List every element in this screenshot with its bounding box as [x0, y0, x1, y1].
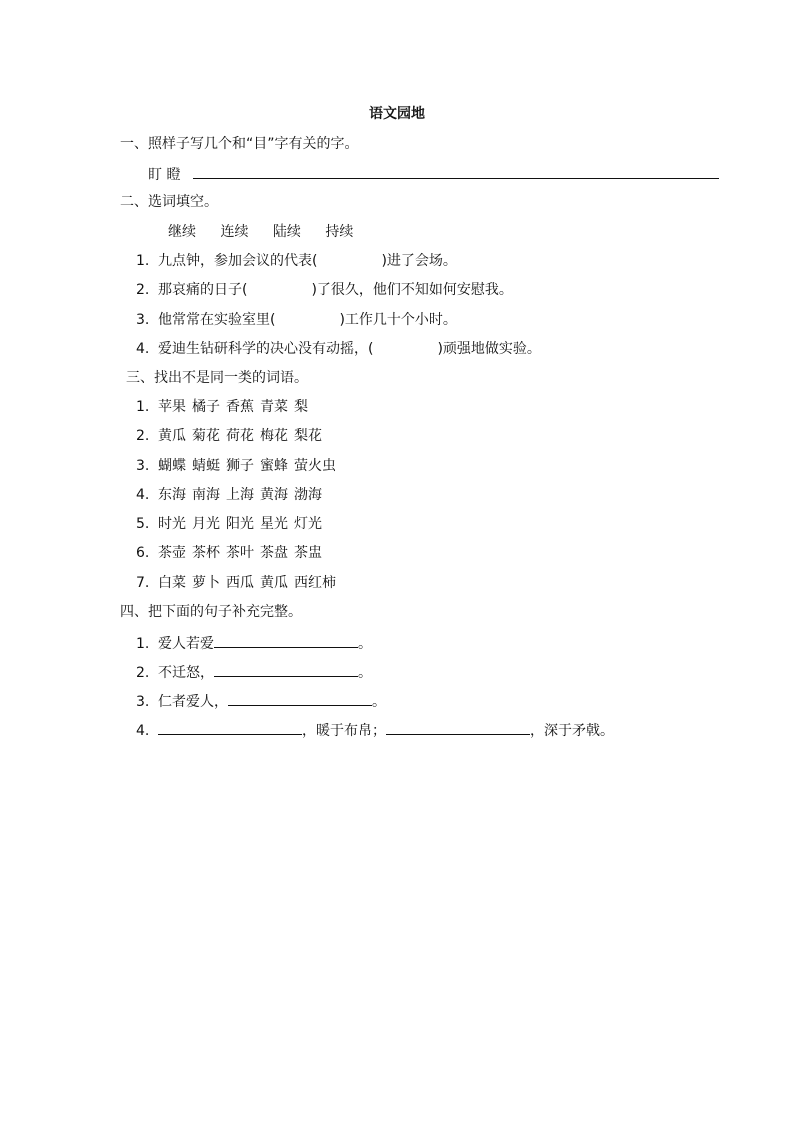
item-number: 2. [136, 665, 150, 681]
word-option[interactable]: 茶盅 [294, 545, 322, 561]
section3-heading: 三、找出不是同一类的词语。 [126, 370, 308, 386]
word-option[interactable]: 蜜蜂 [260, 458, 288, 474]
word-option[interactable]: 青菜 [260, 399, 288, 415]
word-option[interactable]: 萝卜 [192, 575, 220, 591]
answer-line[interactable] [158, 719, 302, 735]
item-text: )顽强地做实验。 [437, 341, 541, 357]
word-option[interactable]: 渤海 [294, 487, 322, 503]
answer-line[interactable] [386, 719, 530, 735]
word-option[interactable]: 梨 [294, 399, 308, 415]
section1-example-row [148, 163, 719, 183]
page-title: 语文园地 [369, 106, 425, 122]
word-option[interactable]: 茶盘 [260, 545, 288, 561]
item-end: ，深于矛戟。 [530, 723, 614, 739]
word-option[interactable]: 苹果 [158, 399, 186, 415]
word-option[interactable]: 茶壶 [158, 545, 186, 561]
word-option[interactable]: 月光 [192, 516, 220, 532]
word-option[interactable]: 梅花 [260, 428, 288, 444]
word-option[interactable]: 黄瓜 [158, 428, 186, 444]
section3-item[interactable] [136, 426, 328, 446]
word-option[interactable]: 上海 [226, 487, 254, 503]
word-option[interactable]: 黄海 [260, 487, 288, 503]
item-text: )进了会场。 [381, 253, 457, 269]
answer-line[interactable] [214, 661, 358, 677]
section2-item [136, 339, 541, 359]
choice-word: 持续 [325, 224, 354, 240]
word-option[interactable]: 西红柿 [294, 575, 336, 591]
word-option[interactable]: 菊花 [192, 428, 220, 444]
section4-item [136, 661, 372, 681]
section3-item[interactable] [136, 397, 314, 417]
item-end: 。 [358, 665, 372, 681]
word-option[interactable]: 茶杯 [192, 545, 220, 561]
section1-answer-line[interactable] [193, 163, 719, 179]
word-option[interactable]: 香蕉 [226, 399, 254, 415]
section3-item[interactable] [136, 573, 342, 593]
choice-word: 连续 [220, 224, 249, 240]
section3-item[interactable] [136, 514, 328, 534]
section1-heading: 一、照样子写几个和“目”字有关的字。 [120, 136, 359, 152]
item-number: 2. [136, 282, 150, 298]
choice-word: 陆续 [272, 224, 301, 240]
word-option[interactable]: 茶叶 [226, 545, 254, 561]
word-option[interactable]: 梨花 [294, 428, 322, 444]
item-text: )工作几十个小时。 [339, 312, 457, 328]
answer-line[interactable] [228, 690, 372, 706]
word-option[interactable]: 橘子 [192, 399, 220, 415]
word-option[interactable]: 狮子 [226, 458, 254, 474]
section2-item [136, 251, 457, 271]
section4-item [136, 690, 386, 710]
item-number: 4. [136, 341, 150, 357]
item-text: 不迁怒， [158, 665, 214, 681]
word-option[interactable]: 荷花 [226, 428, 254, 444]
item-text: ，暖于布帛； [302, 723, 386, 739]
section2-item [136, 280, 513, 300]
item-text: 仁者爱人， [158, 694, 228, 710]
word-option[interactable]: 黄瓜 [260, 575, 288, 591]
item-number: 2. [136, 428, 150, 444]
item-end: 。 [372, 694, 386, 710]
item-end: 。 [358, 636, 372, 652]
item-number: 5. [136, 516, 150, 532]
word-option[interactable]: 灯光 [294, 516, 322, 532]
word-option[interactable]: 白菜 [158, 575, 186, 591]
section3-item[interactable] [136, 456, 342, 476]
section3-item[interactable] [136, 485, 328, 505]
section2-heading: 二、选词填空。 [120, 194, 218, 210]
section2-choices [168, 222, 373, 242]
item-number: 3. [136, 458, 150, 474]
item-number: 1. [136, 253, 150, 269]
item-number: 7. [136, 575, 150, 591]
section4-item [136, 719, 614, 739]
word-option[interactable]: 南海 [192, 487, 220, 503]
section1-example: 盯 瞪 [148, 167, 181, 183]
item-number: 6. [136, 545, 150, 561]
section4-item [136, 632, 372, 652]
item-number: 3. [136, 312, 150, 328]
word-option[interactable]: 蜻蜓 [192, 458, 220, 474]
item-text: 爱人若爱 [158, 636, 214, 652]
section3-item[interactable] [136, 543, 328, 563]
word-option[interactable]: 萤火虫 [294, 458, 336, 474]
item-text: 爱迪生钻研科学的决心没有动摇，( [158, 341, 374, 357]
item-number: 1. [136, 399, 150, 415]
item-text: 那哀痛的日子( [158, 282, 248, 298]
word-option[interactable]: 蝴蝶 [158, 458, 186, 474]
word-option[interactable]: 东海 [158, 487, 186, 503]
choice-word: 继续 [168, 224, 196, 240]
section2-item [136, 310, 457, 330]
item-number: 4. [136, 487, 150, 503]
word-option[interactable]: 时光 [158, 516, 186, 532]
item-number: 1. [136, 636, 150, 652]
word-option[interactable]: 阳光 [226, 516, 254, 532]
item-number: 4. [136, 723, 150, 739]
item-text: 九点钟，参加会议的代表( [158, 253, 318, 269]
word-option[interactable]: 星光 [260, 516, 288, 532]
item-number: 3. [136, 694, 150, 710]
item-text: 他常常在实验室里( [158, 312, 276, 328]
answer-line[interactable] [214, 632, 358, 648]
section4-heading: 四、把下面的句子补充完整。 [120, 604, 302, 620]
word-option[interactable]: 西瓜 [226, 575, 254, 591]
item-text: )了很久，他们不知如何安慰我。 [311, 282, 513, 298]
